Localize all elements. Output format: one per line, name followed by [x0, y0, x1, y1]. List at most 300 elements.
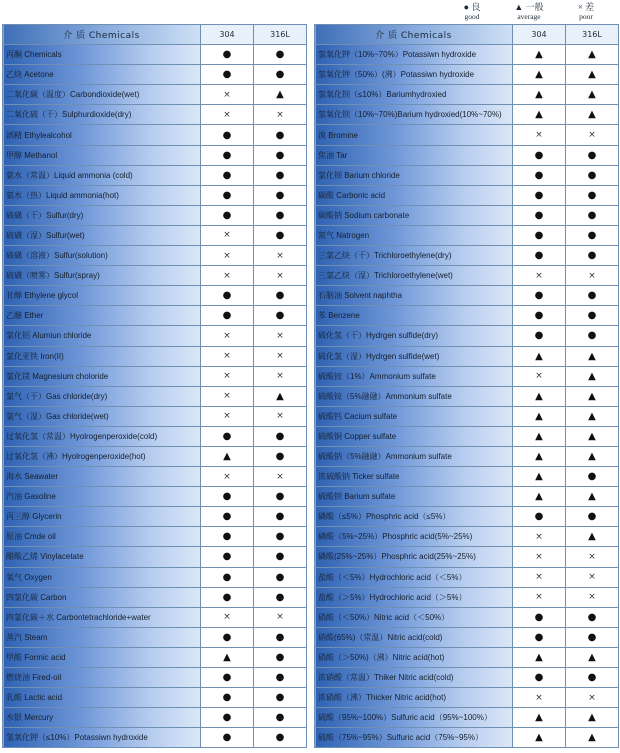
table-row [3, 386, 307, 406]
chemical-name: 二氧化硫（干）Sulphurdioxide(dry) [3, 105, 201, 125]
table-row [315, 406, 619, 426]
chemical-name: 碳酸钠 Sodium carbonate [315, 205, 513, 225]
rating-316l: ● [566, 225, 619, 245]
chemical-name: 乙醚 Ether [3, 306, 201, 326]
legend-poor [558, 2, 614, 22]
rating-304: ▲ [513, 105, 566, 125]
rating-304: ● [201, 286, 254, 306]
table-row [315, 185, 619, 205]
rating-316l: ● [566, 185, 619, 205]
table-row [3, 145, 307, 165]
rating-304: × [513, 366, 566, 386]
rating-304: × [201, 366, 254, 386]
chemical-name: 酒精 Ethylealcohol [3, 125, 201, 145]
chemical-name: 过氧化氢（沸）Hyolrogenperoxide(hot) [3, 446, 201, 466]
chemical-name: 硫酸（75%~95%）Sulfuric acid（75%~95%） [315, 728, 513, 748]
chemical-name: 硫酸钠（5%融融）Ammonium sulfate [315, 446, 513, 466]
table-row [3, 306, 307, 326]
rating-304: × [513, 688, 566, 708]
chemical-name: 四氯化碳 Carbon [3, 587, 201, 607]
table-row [315, 125, 619, 145]
rating-304: ▲ [513, 708, 566, 728]
rating-316l: ▲ [566, 386, 619, 406]
table-row [315, 708, 619, 728]
legend-average-en: average [517, 12, 541, 21]
rating-304: ● [201, 728, 254, 748]
table-row [3, 65, 307, 85]
rating-304: ● [201, 567, 254, 587]
legend-poor-en: poor [579, 12, 593, 21]
rating-316l: ● [254, 45, 307, 65]
rating-304: × [513, 547, 566, 567]
rating-304: ▲ [513, 386, 566, 406]
table-row [3, 266, 307, 286]
table-row [3, 286, 307, 306]
rating-316l: ● [254, 487, 307, 507]
rating-316l: ▲ [566, 65, 619, 85]
rating-316l: ▲ [566, 446, 619, 466]
table-row [315, 85, 619, 105]
rating-316l: × [254, 406, 307, 426]
chemical-name: 汽油 Gasoline [3, 487, 201, 507]
chemical-name: 海水 Seawater [3, 467, 201, 487]
rating-316l: ● [254, 668, 307, 688]
chemical-name: 硫酸铵（1%）Ammonium sulfate [315, 366, 513, 386]
rating-316l: ▲ [566, 366, 619, 386]
rating-316l: ● [566, 326, 619, 346]
rating-304: ● [513, 507, 566, 527]
rating-304: ● [513, 668, 566, 688]
rating-316l: × [254, 266, 307, 286]
table-row [3, 487, 307, 507]
chemical-name: 磷酸（5%~25%）Phosphric acid(5%~25%) [315, 527, 513, 547]
rating-316l: ● [254, 527, 307, 547]
rating-304: ● [201, 426, 254, 446]
chemical-name: 盐酸（＞5%）Hydrochloric acid（＞5%） [315, 587, 513, 607]
legend [444, 2, 614, 22]
table-row [3, 125, 307, 145]
chemical-name: 焦油 Tar [315, 145, 513, 165]
table-row [315, 346, 619, 366]
rating-304: × [201, 346, 254, 366]
rating-304: × [201, 326, 254, 346]
table-row [315, 507, 619, 527]
header-chemicals: 介 质 Chemicals [315, 25, 513, 45]
rating-304: ● [201, 487, 254, 507]
rating-316l: ● [254, 647, 307, 667]
header-304: 304 [201, 25, 254, 45]
rating-316l: × [254, 346, 307, 366]
table-row [315, 366, 619, 386]
rating-304: ▲ [513, 467, 566, 487]
rating-316l: ● [566, 165, 619, 185]
rating-316l: × [254, 246, 307, 266]
chemical-name: 氯气（湿）Gas chloride(wet) [3, 406, 201, 426]
rating-304: ● [513, 607, 566, 627]
header-316l: 316L [254, 25, 307, 45]
rating-316l: × [566, 688, 619, 708]
legend-good-cn: 良 [471, 2, 481, 12]
table-row [315, 225, 619, 245]
rating-304: ● [201, 165, 254, 185]
table-row [315, 467, 619, 487]
chemical-name: 硫酸钡 Barium sulfate [315, 487, 513, 507]
rating-304: ● [513, 185, 566, 205]
rating-304: ● [201, 547, 254, 567]
table-row [315, 547, 619, 567]
chemical-name: 甲醇 Methanol [3, 145, 201, 165]
chemical-name: 三氯乙炔（湿）Trichloroethylene(wet) [315, 266, 513, 286]
table-row [3, 587, 307, 607]
chemical-name: 三氯乙炔（干）Trichloroethylene(dry) [315, 246, 513, 266]
table-row [3, 688, 307, 708]
rating-316l: × [566, 125, 619, 145]
chemical-name: 石脑油 Solvent naphtha [315, 286, 513, 306]
rating-316l: ● [254, 125, 307, 145]
table-row [3, 45, 307, 65]
table-row [315, 65, 619, 85]
chemical-name: 燃烧油 Fired-oil [3, 668, 201, 688]
left-resistance-table [2, 24, 307, 748]
table-row [3, 406, 307, 426]
chemical-name: 硝酸（＜50%）Nitric acid（＜50%） [315, 607, 513, 627]
table-row [3, 205, 307, 225]
rating-304: × [201, 225, 254, 245]
rating-304: × [513, 587, 566, 607]
rating-316l: ● [254, 728, 307, 748]
chemical-name: 丙三醇 Glycerin [3, 507, 201, 527]
rating-304: ● [201, 668, 254, 688]
chemical-name: 氯化镁 Magnesium choloride [3, 366, 201, 386]
legend-average [501, 2, 557, 22]
rating-304: × [201, 607, 254, 627]
rating-316l: ▲ [566, 527, 619, 547]
rating-304: ▲ [513, 85, 566, 105]
legend-good [444, 2, 500, 22]
rating-304: × [513, 527, 566, 547]
rating-316l: ▲ [566, 647, 619, 667]
rating-316l: ● [566, 145, 619, 165]
rating-316l: ● [254, 65, 307, 85]
rating-316l: ● [254, 145, 307, 165]
chemical-name: 硫化氢（干）Hydrgen sulfide(dry) [315, 326, 513, 346]
chemical-name: 磷酸(25%~25%）Phosphric acid(25%~25%) [315, 547, 513, 567]
header-304: 304 [513, 25, 566, 45]
rating-316l: ● [254, 185, 307, 205]
rating-304: × [513, 567, 566, 587]
chemical-name: 盐酸（＜5%）Hydrochloric acid（＜5%） [315, 567, 513, 587]
rating-316l: ▲ [566, 406, 619, 426]
table-row [315, 105, 619, 125]
left-table-header [3, 25, 307, 45]
chemical-name: 氢氧化钾（50%）(沸）Potassiwn hydroxide [315, 65, 513, 85]
rating-304: ● [201, 185, 254, 205]
table-row [3, 527, 307, 547]
table-row [315, 306, 619, 326]
rating-316l: × [566, 547, 619, 567]
legend-poor-cn: 差 [585, 2, 595, 12]
rating-304: ● [201, 205, 254, 225]
rating-304: ● [513, 225, 566, 245]
chemical-name: 硝酸（＞50%)（沸）Nitric acid(hot) [315, 647, 513, 667]
chemical-name: 乳酸 Lactic acid [3, 688, 201, 708]
average-triangle-icon: ▲ [514, 2, 524, 12]
good-circle-icon: ● [463, 2, 470, 12]
rating-304: ● [201, 627, 254, 647]
rating-304: ▲ [513, 647, 566, 667]
chemical-name: 氢氧化钾（10%~70%）Potassiwn hydroxide [315, 45, 513, 65]
table-row [315, 668, 619, 688]
table-row [315, 286, 619, 306]
rating-316l: × [254, 607, 307, 627]
chemical-name: 过氧化氢（常温）Hyolrogenperoxide(cold) [3, 426, 201, 446]
rating-316l: ▲ [566, 487, 619, 507]
rating-316l: ● [566, 286, 619, 306]
rating-304: ● [201, 527, 254, 547]
rating-304: ● [201, 708, 254, 728]
rating-304: ● [201, 587, 254, 607]
chemical-name: 硫酸钙 Cacium sulfate [315, 406, 513, 426]
rating-316l: ▲ [566, 426, 619, 446]
table-row [315, 205, 619, 225]
right-resistance-table [314, 24, 619, 748]
rating-316l: × [254, 467, 307, 487]
table-row [3, 467, 307, 487]
rating-304: × [513, 266, 566, 286]
rating-304: ● [513, 306, 566, 326]
chemical-name: 氨水（热）Liquid ammonia(hot) [3, 185, 201, 205]
chemical-name: 硫磺（溶液）Sulfur(solution) [3, 246, 201, 266]
rating-316l: ▲ [566, 85, 619, 105]
chemical-name: 二氧化碳（温度）Carbondioxide(wet) [3, 85, 201, 105]
table-row [315, 627, 619, 647]
table-row [3, 246, 307, 266]
chemical-name: 氢氧化钡（≤10%）Bariumhydroxied [315, 85, 513, 105]
chemical-name: 氯化铝 Alumiun chloride [3, 326, 201, 346]
table-row [315, 446, 619, 466]
rating-304: ● [513, 205, 566, 225]
rating-316l: ● [566, 467, 619, 487]
rating-304: ▲ [513, 406, 566, 426]
chemical-name: 氧气 Oxygen [3, 567, 201, 587]
rating-304: ▲ [513, 65, 566, 85]
table-row [315, 527, 619, 547]
rating-304: ▲ [513, 346, 566, 366]
rating-316l: ● [254, 225, 307, 245]
rating-304: ▲ [513, 487, 566, 507]
chemical-name: 乙炔 Acetone [3, 65, 201, 85]
rating-304: × [201, 467, 254, 487]
chemical-name: 溴 Bromine [315, 125, 513, 145]
rating-304: × [201, 406, 254, 426]
chemical-name: 四氯化碳＋水 Carbontetrachloride+water [3, 607, 201, 627]
chemical-name: 硫酸铜 Copper sulfate [315, 426, 513, 446]
table-row [3, 647, 307, 667]
rating-316l: ● [566, 246, 619, 266]
chemical-name: 醋酸乙烯 Vinylacetate [3, 547, 201, 567]
rating-316l: ▲ [566, 45, 619, 65]
rating-316l: × [254, 105, 307, 125]
rating-304: × [201, 386, 254, 406]
rating-304: × [201, 85, 254, 105]
table-row [315, 567, 619, 587]
rating-316l: ▲ [254, 85, 307, 105]
table-row [315, 326, 619, 346]
rating-304: ● [201, 688, 254, 708]
header-chemicals: 介 质 Chemicals [3, 25, 201, 45]
table-row [315, 688, 619, 708]
table-row [315, 607, 619, 627]
rating-316l: ▲ [566, 708, 619, 728]
rating-304: ▲ [513, 45, 566, 65]
right-table-header [315, 25, 619, 45]
chemical-name: 硫酸铵（5%融融）Ammonium sulfate [315, 386, 513, 406]
chemical-name: 甲酸 Formic acid [3, 647, 201, 667]
table-row [315, 386, 619, 406]
table-row [3, 728, 307, 748]
table-row [3, 708, 307, 728]
chemical-name: 原油 Cmde oil [3, 527, 201, 547]
rating-304: × [513, 125, 566, 145]
rating-316l: × [254, 366, 307, 386]
header-316l: 316L [566, 25, 619, 45]
rating-304: ● [513, 145, 566, 165]
rating-316l: ● [254, 286, 307, 306]
rating-316l: ● [566, 668, 619, 688]
rating-304: ● [201, 65, 254, 85]
rating-316l: ▲ [566, 105, 619, 125]
rating-304: × [201, 246, 254, 266]
table-row [3, 627, 307, 647]
table-row [315, 728, 619, 748]
chemical-name: 磷酸（≤5%）Phosphric acid（≤5%） [315, 507, 513, 527]
rating-316l: ● [566, 205, 619, 225]
rating-316l: ● [254, 567, 307, 587]
chemical-name: 浓硫酸钠 Ticker sulfate [315, 467, 513, 487]
rating-304: ● [201, 125, 254, 145]
table-row [3, 607, 307, 627]
rating-316l: ● [254, 426, 307, 446]
rating-316l: ● [254, 306, 307, 326]
table-row [3, 507, 307, 527]
table-row [3, 85, 307, 105]
rating-304: ● [201, 145, 254, 165]
rating-316l: × [566, 567, 619, 587]
table-row [3, 326, 307, 346]
rating-316l: ● [254, 507, 307, 527]
rating-316l: ● [254, 547, 307, 567]
chemical-name: 硝酸(65%)（常温）Nitric acid(cold) [315, 627, 513, 647]
rating-316l: × [566, 266, 619, 286]
rating-304: × [201, 105, 254, 125]
rating-304: × [201, 266, 254, 286]
chemical-name: 甘醇 Ethylene glycol [3, 286, 201, 306]
table-row [3, 426, 307, 446]
rating-316l: ● [254, 708, 307, 728]
rating-304: ▲ [513, 426, 566, 446]
legend-average-cn: 一般 [525, 2, 544, 12]
chemical-name: 蒸汽 Steam [3, 627, 201, 647]
rating-316l: ● [566, 507, 619, 527]
chemical-name: 氨水（常温）Liquid ammonia (cold) [3, 165, 201, 185]
table-row [3, 446, 307, 466]
rating-316l: ● [254, 205, 307, 225]
rating-316l: ● [254, 446, 307, 466]
rating-316l: ● [254, 587, 307, 607]
rating-316l: ▲ [254, 386, 307, 406]
chemical-name: 丙酮 Chemicals [3, 45, 201, 65]
rating-316l: ▲ [566, 728, 619, 748]
rating-316l: ● [254, 165, 307, 185]
rating-304: ▲ [513, 446, 566, 466]
table-row [315, 266, 619, 286]
rating-304: ● [513, 246, 566, 266]
rating-304: ● [201, 45, 254, 65]
rating-316l: ● [254, 627, 307, 647]
rating-316l: ▲ [566, 346, 619, 366]
rating-304: ● [513, 627, 566, 647]
table-row [3, 225, 307, 245]
chemical-name: 氮气 Natrogen [315, 225, 513, 245]
table-row [315, 145, 619, 165]
table-row [3, 185, 307, 205]
table-row [315, 487, 619, 507]
chemical-name: 苯 Benzene [315, 306, 513, 326]
rating-304: ● [513, 165, 566, 185]
chemical-name: 氯化钡 Barium chloride [315, 165, 513, 185]
rating-304: ▲ [513, 728, 566, 748]
chemical-name: 碳酸 Carbonic acid [315, 185, 513, 205]
rating-304: ▲ [201, 647, 254, 667]
legend-good-en: good [464, 12, 480, 21]
table-row [315, 426, 619, 446]
table-row [315, 45, 619, 65]
rating-304: ● [513, 326, 566, 346]
rating-304: ● [201, 507, 254, 527]
rating-316l: ● [566, 607, 619, 627]
chemical-name: 浓硝酸（沸）Thicker Nitric acid(hot) [315, 688, 513, 708]
table-row [3, 366, 307, 386]
table-row [315, 165, 619, 185]
chemical-name: 氯气（干）Gas chloride(dry) [3, 386, 201, 406]
table-row [3, 165, 307, 185]
rating-316l: ● [566, 306, 619, 326]
table-row [3, 547, 307, 567]
table-row [315, 647, 619, 667]
chemical-name: 硫磺（湿）Sulfur(wet) [3, 225, 201, 245]
rating-316l: ● [566, 627, 619, 647]
chemical-name: 浓硝酸（常温）Thiker Nitric acid(cold) [315, 668, 513, 688]
rating-316l: ● [254, 688, 307, 708]
rating-316l: × [566, 587, 619, 607]
chemical-name: 氯化亚铁 Iron(II) [3, 346, 201, 366]
poor-cross-icon: × [577, 2, 583, 12]
chemical-name: 水银 Mercury [3, 708, 201, 728]
rating-304: ● [201, 306, 254, 326]
chemical-name: 硫磺（干）Sulfur(dry) [3, 205, 201, 225]
table-row [315, 587, 619, 607]
chemical-name: 硫化氢（湿）Hydrgen sulfide(wet) [315, 346, 513, 366]
table-row [3, 105, 307, 125]
chemical-name: 氢氧化钡（10%~70%)Barium hydroxied(10%~70%) [315, 105, 513, 125]
chemical-name: 硫磺（喷雾）Sulfur(spray) [3, 266, 201, 286]
rating-304: ● [513, 286, 566, 306]
table-row [315, 246, 619, 266]
chemical-name: 硫酸（95%~100%）Sulfuric acid（95%~100%） [315, 708, 513, 728]
table-row [3, 668, 307, 688]
rating-316l: × [254, 326, 307, 346]
chemical-name: 氢氧化钾（≤10%）Potassiwn hydroxide [3, 728, 201, 748]
